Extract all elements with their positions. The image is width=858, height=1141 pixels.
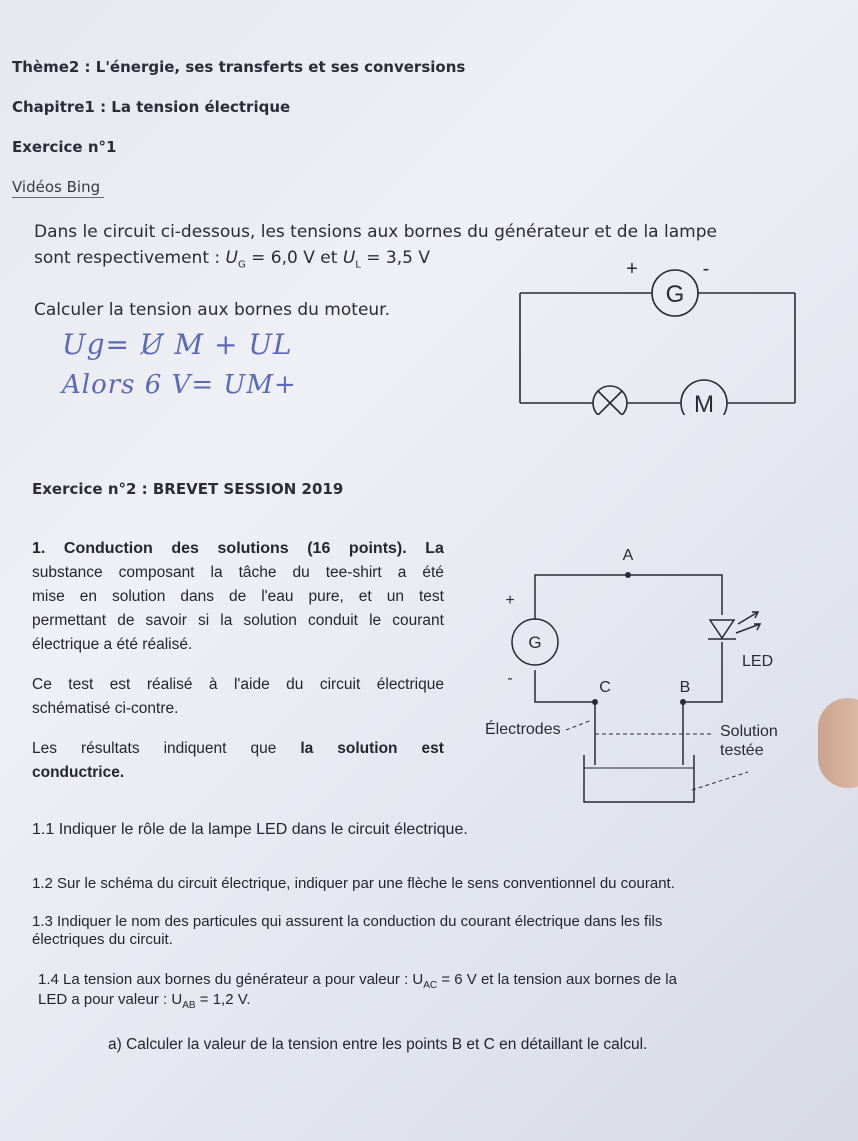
word: pure, (308, 588, 344, 605)
theme-title: Thème2 : L'énergie, ses transferts et ses conversions (12, 58, 466, 76)
word: solutions (217, 540, 289, 557)
videos-link[interactable]: Vidéos Bing (12, 178, 101, 196)
word: du (286, 676, 304, 693)
c2-minus: - (507, 670, 513, 687)
p3-last-line: conductrice. (32, 764, 125, 781)
q14-l1a: 1.4 La tension aux bornes du générateur a pour valeur : U (38, 971, 424, 988)
p1-last-line: électrique a été réalisé. (32, 636, 193, 653)
electrodes-label: Électrodes (485, 721, 561, 738)
ex1-line2 (34, 248, 430, 270)
label-b: B (679, 679, 691, 696)
p2-last-line: schématisé ci-contre. (32, 700, 179, 717)
word: le (369, 612, 382, 629)
word: réalisé (146, 676, 193, 693)
word: la (220, 612, 233, 629)
generator-minus: - (702, 258, 710, 280)
word-bold: solution (337, 740, 398, 757)
ex1-line1: Dans le circuit ci-dessous, les tensions aux bornes du générateur et de la lampe (34, 222, 717, 242)
question-1-3-line2: électriques du circuit. (32, 931, 173, 948)
finger-shadow (818, 698, 858, 788)
word: un (386, 588, 404, 605)
word: est (109, 676, 131, 693)
point-c-dot (592, 699, 598, 705)
exercise2-title: Exercice n°2 : BREVET SESSION 2019 (32, 480, 344, 498)
point-b-dot (680, 699, 686, 705)
word: test (68, 676, 94, 693)
word: tee-shirt (325, 564, 382, 581)
word: si (198, 612, 210, 629)
word: à (208, 676, 218, 693)
p1-line-3 (32, 588, 444, 606)
ug-var: U (225, 248, 238, 268)
word: savoir (145, 612, 187, 629)
word-bold: la (300, 740, 314, 757)
word: composant (118, 564, 195, 581)
circuit2-diagram (480, 540, 790, 815)
word: courant (392, 612, 444, 629)
word: test (418, 588, 444, 605)
ex2-paragraph (32, 540, 444, 782)
c2-plus: + (505, 592, 515, 609)
generator-plus: + (626, 258, 638, 280)
electrodes-pointer (566, 720, 592, 730)
word: (16 (307, 540, 331, 557)
word: Ce (32, 676, 52, 693)
c2-wire-right (683, 642, 722, 765)
word: mise (32, 588, 65, 605)
word: du (292, 564, 310, 581)
word: tâche (238, 564, 277, 581)
word: l'eau (261, 588, 294, 605)
word: la (210, 564, 223, 581)
word: dans (180, 588, 214, 605)
exercise1-title: Exercice n°1 (12, 138, 117, 156)
chapter-title: Chapitre1 : La tension électrique (12, 98, 291, 116)
c2-wire-left (535, 670, 595, 765)
word: points). (348, 540, 407, 557)
ex1-line2-prefix: sont respectivement : (34, 248, 226, 268)
word: a (397, 564, 407, 581)
c2-wire-top (535, 575, 722, 620)
point-a-dot (625, 572, 631, 578)
p3-line-1 (32, 740, 444, 758)
label-c: C (599, 679, 611, 696)
testee-pointer (692, 772, 748, 790)
question-1-2: 1.2 Sur le schéma du circuit électrique, indiquer par une flèche le sens conventionnel du courant. (32, 875, 675, 892)
led-triangle (710, 620, 734, 638)
question-1-4-a: a) Calculer la valeur de la tension entre les points B et C en détaillant le calcul. (108, 1036, 648, 1053)
question-1-4-line2 (38, 991, 251, 1011)
handwriting-line1: Ug= U̸ M + UL (62, 328, 293, 361)
q14-sub-ab: AB (182, 1000, 196, 1011)
c2-generator-label: G (528, 633, 542, 652)
word: La (425, 540, 444, 557)
p2-line-1 (32, 676, 444, 694)
word: circuit (319, 676, 361, 693)
beaker (584, 755, 694, 802)
handwriting-line2: Alors 6 V= UM+ (62, 370, 297, 400)
question-1-1: 1.1 Indiquer le rôle de la lampe LED dans le circuit électrique. (32, 821, 468, 838)
question-1-4-line1 (38, 971, 677, 991)
word: indiquent (163, 740, 227, 757)
word: conduit (308, 612, 358, 629)
word: électrique (376, 676, 444, 693)
word-bold: est (421, 740, 444, 757)
question-1-3-line1: 1.3 Indiquer le nom des particules qui assurent la conduction du courant électrique dans les fils (32, 913, 663, 930)
q14-sub-ac: AC (423, 980, 438, 991)
word: solution (243, 612, 297, 629)
word: l'aide (233, 676, 270, 693)
solution-label: Solution (720, 723, 778, 740)
q14-l1b: = 6 V et la tension aux bornes de la (437, 971, 677, 988)
label-a: A (622, 547, 634, 564)
word: de (228, 588, 247, 605)
word: en (79, 588, 97, 605)
word: été (422, 564, 444, 581)
word: 1. (32, 540, 46, 557)
testee-label: testée (720, 742, 764, 759)
led-label: LED (742, 653, 774, 670)
word: Conduction (63, 540, 153, 557)
ug-sub: G (238, 259, 246, 271)
q14-l2a: LED a pour valeur : U (38, 991, 183, 1008)
videos-underline (12, 197, 104, 198)
motor-label: M (694, 391, 714, 415)
word: de (117, 612, 135, 629)
word: des (171, 540, 199, 557)
led-ray-2 (736, 624, 760, 633)
word: et (358, 588, 372, 605)
ex1-question: Calculer la tension aux bornes du moteur. (34, 300, 391, 320)
ug-val: = 6,0 V et (245, 248, 343, 268)
lamp-symbol (593, 386, 627, 415)
ul-var: U (342, 248, 356, 268)
word: substance (32, 564, 103, 581)
word: solution (111, 588, 166, 605)
word: résultats (80, 740, 140, 757)
ul-val: = 3,5 V (360, 248, 430, 268)
ul-sub: L (355, 259, 361, 271)
p1-line-4 (32, 612, 444, 630)
word: Les (32, 740, 57, 757)
p1-line-2 (32, 564, 444, 582)
generator-label: G (665, 281, 685, 308)
word: permettant (32, 612, 107, 629)
word: que (250, 740, 277, 757)
q14-l2b: = 1,2 V. (195, 991, 251, 1008)
circuit1-diagram (515, 255, 805, 415)
p1-line-1 (32, 540, 444, 558)
